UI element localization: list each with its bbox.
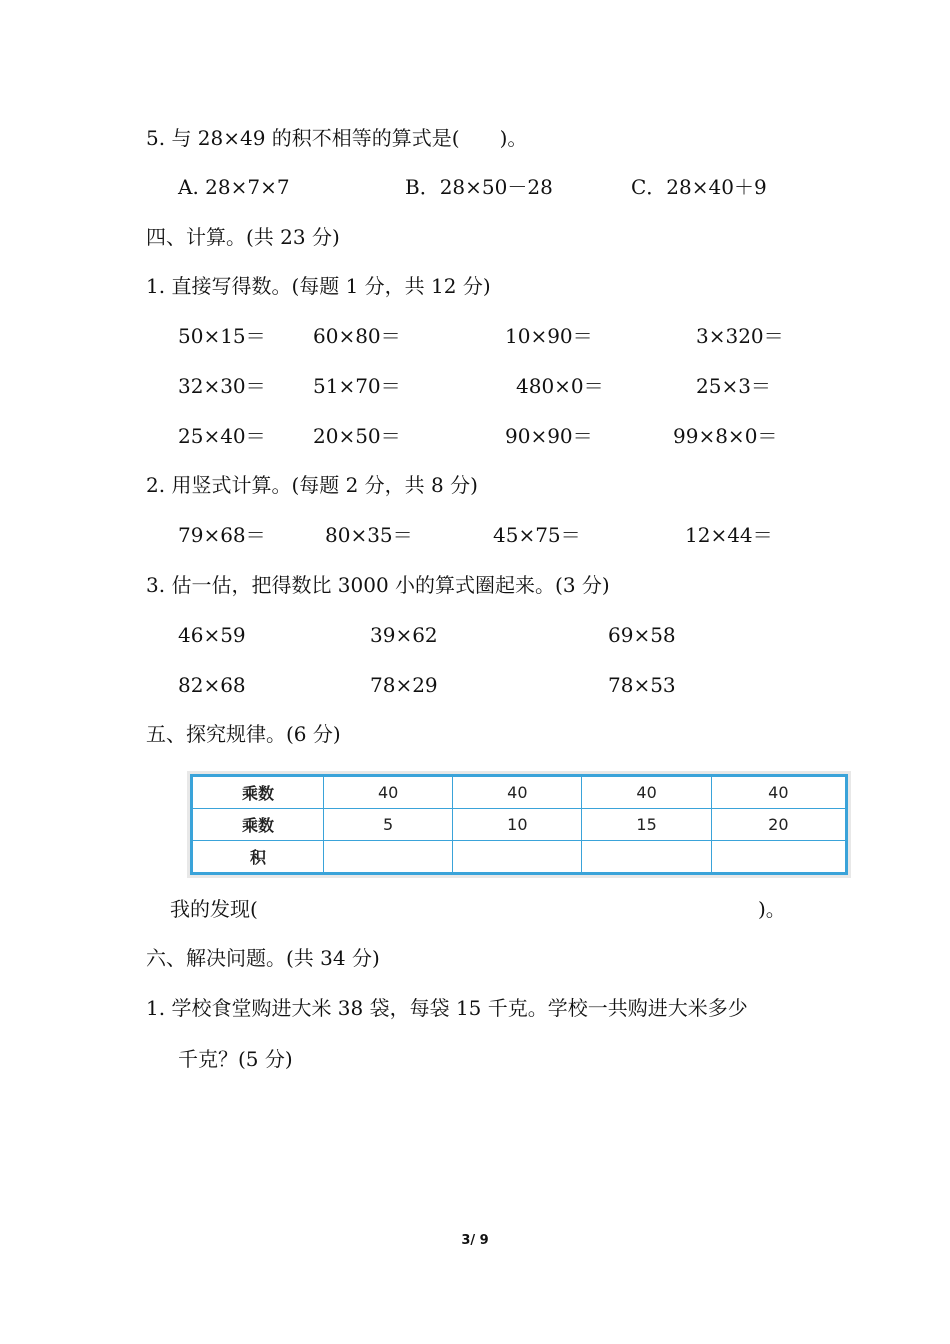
table-cell: 40: [711, 776, 846, 809]
section6-title: 六、解决问题。(共 34 分): [146, 946, 380, 970]
s4-part3-title: 3. 估一估，把得数比 3000 小的算式圈起来。(3 分): [146, 573, 610, 597]
vertical-calc-item: 80×35＝: [325, 523, 413, 547]
pattern-table: [190, 774, 848, 875]
estimate-item: 39×62: [370, 623, 438, 647]
vertical-calc-item: 12×44＝: [685, 523, 773, 547]
table-row: [192, 841, 847, 874]
section4-title: 四、计算。(共 23 分): [146, 225, 340, 249]
estimate-item: 78×53: [608, 673, 676, 697]
q5-option-a: A. 28×7×7: [178, 175, 290, 199]
calc-item: 25×3＝: [696, 374, 771, 398]
calc-item: 51×70＝: [313, 374, 401, 398]
table-cell: 积: [192, 841, 324, 874]
finding-end: )。: [758, 897, 786, 921]
answer-cell: [711, 841, 846, 874]
estimate-item: 69×58: [608, 623, 676, 647]
estimate-item: 78×29: [370, 673, 438, 697]
table-cell: 乘数: [192, 809, 324, 841]
answer-cell: [582, 841, 711, 874]
answer-cell: [453, 841, 582, 874]
answer-cell: [324, 841, 453, 874]
q5-option-b: B．28×50－28: [405, 175, 553, 199]
section5-title: 五、探究规律。(6 分): [146, 722, 341, 746]
table-cell: 20: [711, 809, 846, 841]
table-cell: 15: [582, 809, 711, 841]
calc-item: 20×50＝: [313, 424, 401, 448]
table-cell: 40: [453, 776, 582, 809]
q5-option-c: C．28×40＋9: [631, 175, 767, 199]
estimate-item: 82×68: [178, 673, 246, 697]
table-cell: 5: [324, 809, 453, 841]
s6-q1-line2: 千克？(5 分): [178, 1047, 293, 1071]
calc-item: 3×320＝: [696, 324, 784, 348]
s4-part2-title: 2. 用竖式计算。(每题 2 分，共 8 分): [146, 473, 478, 497]
page-number: 3/ 9: [461, 1233, 489, 1248]
s4-part1-title: 1. 直接写得数。(每题 1 分，共 12 分): [146, 274, 491, 298]
table-row: [192, 776, 847, 809]
calc-item: 32×30＝: [178, 374, 266, 398]
estimate-item: 46×59: [178, 623, 246, 647]
finding-label: 我的发现(: [170, 897, 258, 921]
calc-item: 25×40＝: [178, 424, 266, 448]
calc-item: 480×0＝: [516, 374, 604, 398]
calc-item: 60×80＝: [313, 324, 401, 348]
table-cell: 40: [582, 776, 711, 809]
calc-item: 90×90＝: [505, 424, 593, 448]
s6-q1-line1: 1. 学校食堂购进大米 38 袋，每袋 15 千克。学校一共购进大米多少: [146, 996, 748, 1020]
table-row: [192, 809, 847, 841]
vertical-calc-item: 79×68＝: [178, 523, 266, 547]
calc-item: 99×8×0＝: [673, 424, 778, 448]
table-cell: 40: [324, 776, 453, 809]
q5-stem: 5. 与 28×49 的积不相等的算式是( )。: [146, 126, 528, 150]
table-cell: 乘数: [192, 776, 324, 809]
calc-item: 10×90＝: [505, 324, 593, 348]
calc-item: 50×15＝: [178, 324, 266, 348]
vertical-calc-item: 45×75＝: [493, 523, 581, 547]
table-cell: 10: [453, 809, 582, 841]
